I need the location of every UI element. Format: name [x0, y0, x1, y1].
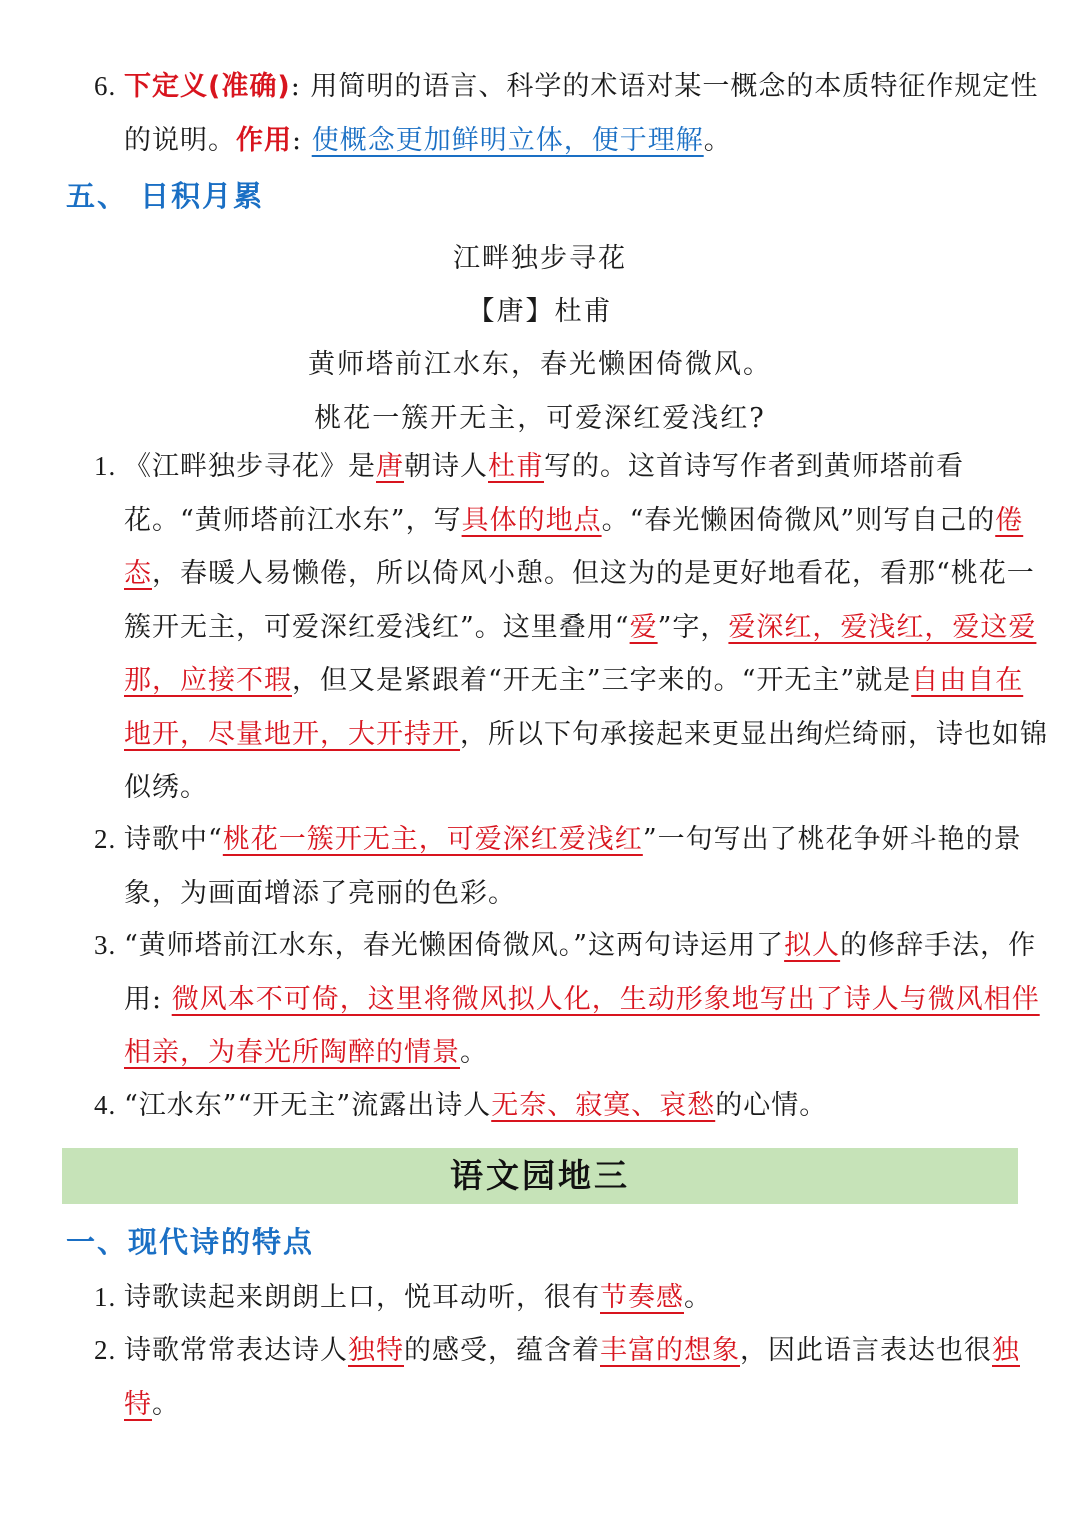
text: 。“春光懒困倚微风”则写自己的	[601, 504, 996, 536]
text: ，但又是紧跟着“开无主”三字来的。“开无主”就是	[292, 665, 912, 696]
term-label: 下定义(准确)	[124, 71, 291, 102]
text: 诗歌常常表达诗人	[124, 1335, 348, 1366]
text: “黄师塔前江水东，春光懒困倚微风。”这两句诗运用了	[124, 930, 785, 961]
poem-line-2: 桃花一簇开无主，可爱深红爱浅红?	[314, 403, 766, 434]
key-term: 爱深红，爱浅红，爱这爱那，应接不瑕	[124, 611, 1037, 696]
text: 《江畔独步寻花》是	[124, 451, 376, 482]
chapter-banner	[62, 1148, 1018, 1204]
text: 。	[684, 1282, 712, 1313]
text: ”一句写出了桃花争妍斗艳的景象，为画面增添了亮丽的色彩。	[124, 824, 1022, 909]
effect-label: 作用	[236, 124, 292, 156]
note-item	[94, 813, 1049, 920]
section-heading: 一、现代诗的特点	[66, 1225, 315, 1259]
text: 的心情。	[715, 1090, 828, 1121]
poem-author: 【唐】杜甫	[467, 296, 613, 327]
note-item	[94, 919, 1049, 1080]
text: 诗歌读起来朗朗上口，悦耳动听，很有	[124, 1282, 600, 1313]
effect-text: 使概念更加鲜明立体，便于理解	[311, 124, 704, 156]
text: 诗歌中“	[124, 824, 223, 855]
key-term: 丰富的想象	[600, 1335, 740, 1366]
colon: :	[290, 71, 301, 102]
point-item	[94, 1271, 1049, 1325]
item-number: 6.	[94, 71, 117, 101]
note-item	[94, 1079, 1049, 1133]
chapter-title: 语文园地三	[450, 1156, 630, 1195]
colon: :	[292, 124, 303, 156]
key-term: 倦态	[124, 504, 1024, 589]
poem-line-1: 黄师塔前江水东，春光懒困倚微风。	[308, 349, 772, 380]
item-number: 4.	[94, 1090, 117, 1120]
definition-item	[94, 60, 1049, 167]
text: ，所以下句承接起来更显出绚烂绮丽，诗也如锦似绣。	[124, 718, 1048, 803]
text: 的修辞手法，作用:	[124, 930, 1037, 1015]
note-item	[94, 440, 1049, 815]
text: ”字，	[657, 611, 729, 643]
key-term: 具体的地点	[461, 504, 602, 536]
key-term: 唐	[376, 451, 404, 482]
definition-text: 用简明的语言、科学的术语对某一概念的本质特征作规定性的说明。	[124, 71, 1039, 156]
text: “江水东”“开无主”流露出诗人	[124, 1090, 492, 1121]
text: 朝诗人	[404, 451, 488, 482]
key-term: 桃花一簇开无主，可爱深红爱浅红	[222, 824, 643, 855]
text: 写的。这首诗写作者到黄师塔前看花。“黄师塔前江水东”，写	[124, 451, 964, 536]
key-term: 独特	[124, 1335, 1020, 1420]
section-heading: 五、 日积月累	[66, 179, 265, 213]
item-number: 1.	[94, 451, 117, 481]
key-term: 节奏感	[600, 1282, 684, 1313]
point-item	[94, 1324, 1049, 1431]
item-number: 2.	[94, 824, 117, 854]
key-term: 自由自在地开，尽量地开，大开持开	[124, 665, 1024, 750]
key-term: 微风本不可倚，这里将微风拟人化，生动形象地写出了诗人与微风相伴相亲，为春光所陶醉的情景	[124, 983, 1040, 1068]
key-term: 杜甫	[488, 451, 544, 482]
item-number: 1.	[94, 1282, 117, 1312]
period: 。	[703, 124, 732, 156]
text: 。	[152, 1388, 180, 1420]
key-term: 无奈、寂寞、哀愁	[491, 1090, 716, 1121]
key-term: 爱	[629, 611, 658, 643]
text: ，春暖人易懒倦，所以倚风小憩。但这为的是更好地看花，看那“桃花一簇开无主，可爱深红爱浅红”。这里叠用“	[124, 558, 1035, 643]
text: 的感受，蕴含着	[404, 1335, 600, 1366]
text: 。	[460, 1037, 488, 1068]
key-term: 独特	[348, 1335, 404, 1366]
text: ，因此语言表达也很	[740, 1335, 992, 1366]
item-number: 2.	[94, 1335, 117, 1365]
poem-title: 江畔独步寻花	[453, 243, 627, 274]
key-term: 拟人	[784, 930, 841, 961]
item-number: 3.	[94, 930, 117, 960]
